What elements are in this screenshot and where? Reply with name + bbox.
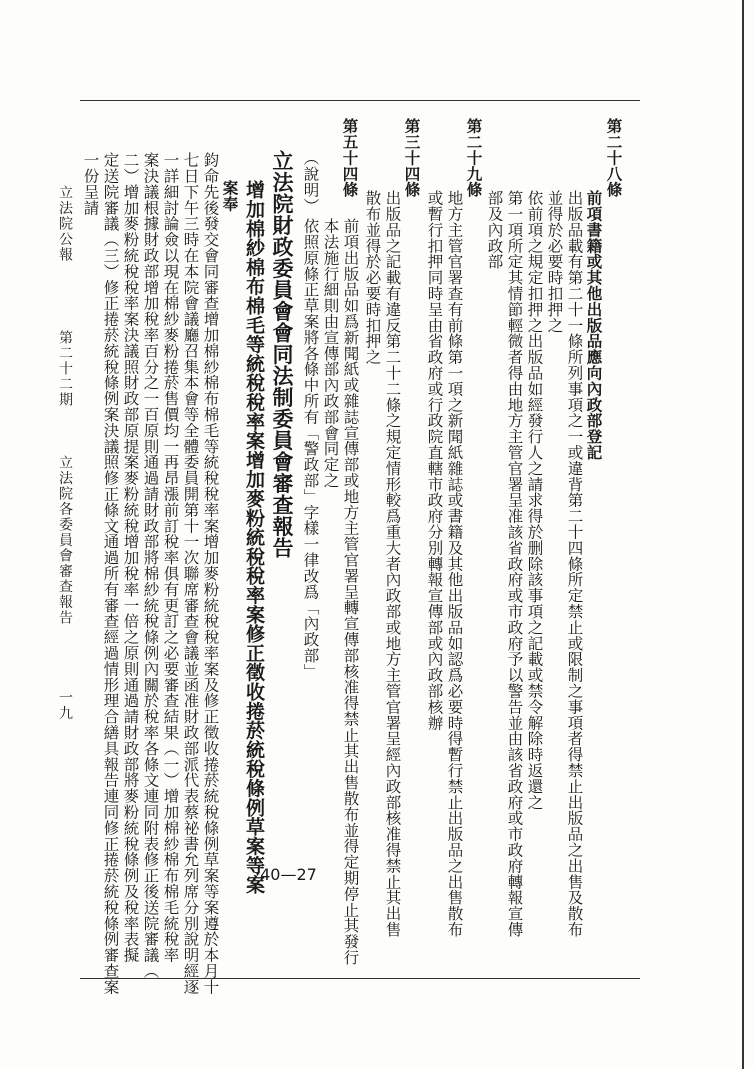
article-29-line: 地方主管官署查有前條第一項之新聞紙雜誌或書籍及其他出版品如認爲必要時得暫行禁止出版品之出售散布 — [445, 190, 464, 938]
note-text: 依照原條正草案將各條中所有「警政部」字樣一律改爲「內政部」 — [301, 218, 320, 680]
report-line: 七日下午三時在本院會議廳召集本會等全體委員開第十一次聯席審查會議並函准財政部派代表蔡祕書允列席分別說明經逐 — [181, 152, 200, 995]
top-rule — [80, 100, 640, 101]
article-28-line: 出版品載有第二十一條所列事項之一或違背第二十四條所定禁止或限制之事項者得禁止出版品之出售及散布 — [565, 190, 584, 938]
article-54-line: 本法施行細則由宣傳部內政部會同定之 — [321, 218, 340, 489]
article-28-line: 第一項所定其情節輕微者得由地方主管官署呈准該省政府或市政府予以警告並由該省政府或市政府轉報宣傳 — [505, 190, 524, 938]
journal-issue: 第二十二期 — [57, 330, 73, 408]
report-label: 案奉 — [220, 180, 240, 212]
article-28-line: 依前項之規定扣押之出版品如經發行人之請求得於删除該事項之記載或禁令解除時返還之 — [525, 190, 544, 811]
bottom-rule — [80, 978, 640, 979]
note-label: （說明） — [301, 150, 320, 214]
article-29-number: 第二十九條 — [464, 118, 484, 198]
article-54-number: 第五十四條 — [340, 118, 360, 198]
report-line: 案決議根據財政部增加稅率百分之一百原則通過請財政部將棉紗統稅條例內關於稅率各條文連同附表修正後送院審議（ — [141, 152, 160, 979]
page-number: ·40—27 — [255, 865, 317, 884]
report-title: 立法院財政委員會會同法制委員會審查報告 — [270, 150, 295, 559]
article-28-line: 部及內政部 — [485, 190, 504, 270]
report-line: 二）增加麥粉統稅稅率案決議照財政部原提案麥粉統稅增加稅率一倍之原則通過請財政部將麥粉統稅條例及稅率表擬 — [121, 152, 140, 963]
article-34-number: 第三十四條 — [402, 118, 422, 198]
report-line: 一詳細討論僉以現在棉紗麥粉捲菸售價均一再昂漲前訂稅率俱有更訂之必要審查結果（一）增加棉紗棉布棉毛統稅率 — [161, 152, 180, 963]
report-subtitle: 增加棉紗棉布棉毛等統稅稅率案增加麥粉統稅稅率案修正徵收捲菸統稅條例草案等案 — [243, 180, 265, 895]
article-28-line: 前項書籍或其他出版品應向內政部登記 — [584, 190, 604, 461]
article-29-line: 或暫行扣押同時呈由省政府或行政院直轄市政府分別轉報宣傳部或內政部核辦 — [425, 190, 444, 731]
article-54-line: 前項出版品如爲新聞紙或雜誌宣傳部或地方主管官署呈轉宣傳部核准得禁止其出售散布並得定期停止其發行 — [341, 218, 360, 966]
section-title: 立法院各委員會審查報告 — [57, 455, 73, 626]
article-34-line: 散布並得於必要時扣押之 — [363, 190, 382, 365]
report-line: 定送院審議（三）修正捲菸統稅條例案決議照修正條文通過所有審查經過情形理合繕具報告連同修正捲菸統稅條例審查案 — [101, 152, 120, 995]
article-28-line: 並得於必要時扣押之 — [545, 190, 564, 334]
article-28-number: 第二十八條 — [604, 118, 624, 198]
report-line: 一份呈請 — [81, 152, 100, 216]
journal-name: 立法院公報 — [57, 185, 73, 263]
page-edge — [742, 0, 744, 1069]
folio-number: 一九 — [57, 690, 73, 721]
report-line: 鈞命先後發交會同審查增加棉紗棉布棉毛等統稅稅率案增加麥粉統稅稅率案及修正徵收捲菸統稅條例草案等案遵於本月十 — [201, 152, 220, 995]
article-34-line: 出版品之記載有違反第二十二條之規定情形較爲重大者內政部或地方主管官署呈經內政部核准得禁止其出售 — [383, 190, 402, 938]
